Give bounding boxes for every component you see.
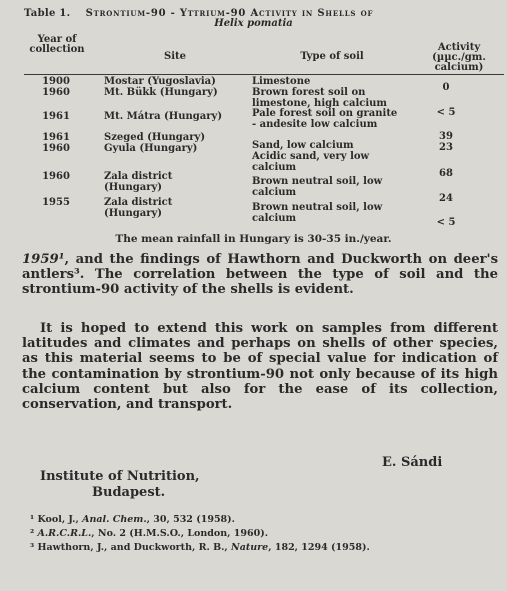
row-4-year: 1961 [42,132,70,143]
table-species: Helix pomatia [214,18,293,29]
paragraph-1-text: , and the findings of Hawthorn and Duckworth on deer's antlers³. The correlation between the type of soil and the strontium-90 activity of the shells is evident. [22,252,498,298]
row-1-site: Mostar (Yugoslavia) [104,76,216,87]
reference-1-journal: Anal. Chem. [82,514,147,525]
institute-name: Institute of Nutrition, [40,469,200,484]
row-6-year: 1960 [42,171,70,182]
header-year: Year of collection [29,34,85,55]
row-7-activity: 24 [439,193,453,204]
table-footnote: The mean rainfall in Hungary is 30-35 in./year. [115,233,392,245]
table-label: Table 1. [24,8,71,19]
reference-3-authors: Hawthorn, J., and Duckworth, R. B., [37,542,232,553]
citation-year: 1959¹ [22,252,65,267]
row-2-site: Mt. Bükk (Hungary) [104,87,218,98]
row-1-year: 1900 [42,76,70,87]
reference-1-number: ¹ [30,514,35,525]
row-6-activity: 68 [439,168,453,179]
row-1-soil: Limestone [252,76,311,87]
reference-3-number: ³ [30,542,35,553]
row-2-soil: Brown forest soil on limestone, high calcium [252,87,387,109]
header-rule [24,74,504,75]
header-activity: Activity (µµc./gm. calcium) [432,42,486,73]
reference-2-journal: A.R.C.R.L. [37,528,92,539]
row-5-soil: Acidic sand, very low calcium [252,151,370,173]
table-title: Strontium-90 - Yttrium-90 Activity in Shells of [85,8,374,19]
reference-1-authors: Kool, J., [37,514,83,525]
row-7-year: 1955 [42,197,70,208]
reference-1-details: , 30, 532 (1958). [146,514,235,525]
row-8-activity: < 5 [436,217,456,228]
header-site: Site [163,51,186,62]
header-soil: Type of soil [300,51,364,62]
row-6-site: Zala district (Hungary) [104,171,173,193]
institute-city: Budapest. [92,485,166,500]
paragraph-1 [22,252,498,298]
row-4-activity: 39 [439,131,453,142]
reference-3 [30,542,370,553]
row-7-soil: Brown neutral soil, low calcium [252,202,383,224]
row-3-soil: Pale forest soil on granite - andesite low calcium [252,108,398,130]
reference-3-details: , 182, 1294 (1958). [268,542,370,553]
reference-2 [30,528,268,539]
row-3-site: Mt. Mátra (Hungary) [104,111,223,122]
reference-3-journal: Nature [231,542,269,553]
reference-2-details: , No. 2 (H.M.S.O., London, 1960). [91,528,269,539]
row-5-site: Gyula (Hungary) [104,143,198,154]
row-3-activity: < 5 [436,107,456,118]
reference-2-number: ² [30,528,35,539]
row-4-soil: Sand, low calcium [252,140,354,151]
row-5-activity: 23 [439,142,453,153]
row-2-year: 1960 [42,87,70,98]
paragraph-2: It is hoped to extend this work on samples from different latitudes and climates and perhaps on shells of other species, as this material seems to be of special value for indication of the contamination by strontium-90 not only because of its high calcium content but also for the ease of its collection, conservation, and transport. [22,321,498,413]
row-2-activity: 0 [442,82,450,93]
row-7-site: Zala district (Hungary) [104,197,173,219]
author-name: E. Sándi [382,455,443,470]
reference-1 [30,514,235,525]
row-5-year: 1960 [42,143,70,154]
row-6-soil: Brown neutral soil, low calcium [252,176,383,198]
row-3-year: 1961 [42,111,70,122]
row-4-site: Szeged (Hungary) [104,132,206,143]
